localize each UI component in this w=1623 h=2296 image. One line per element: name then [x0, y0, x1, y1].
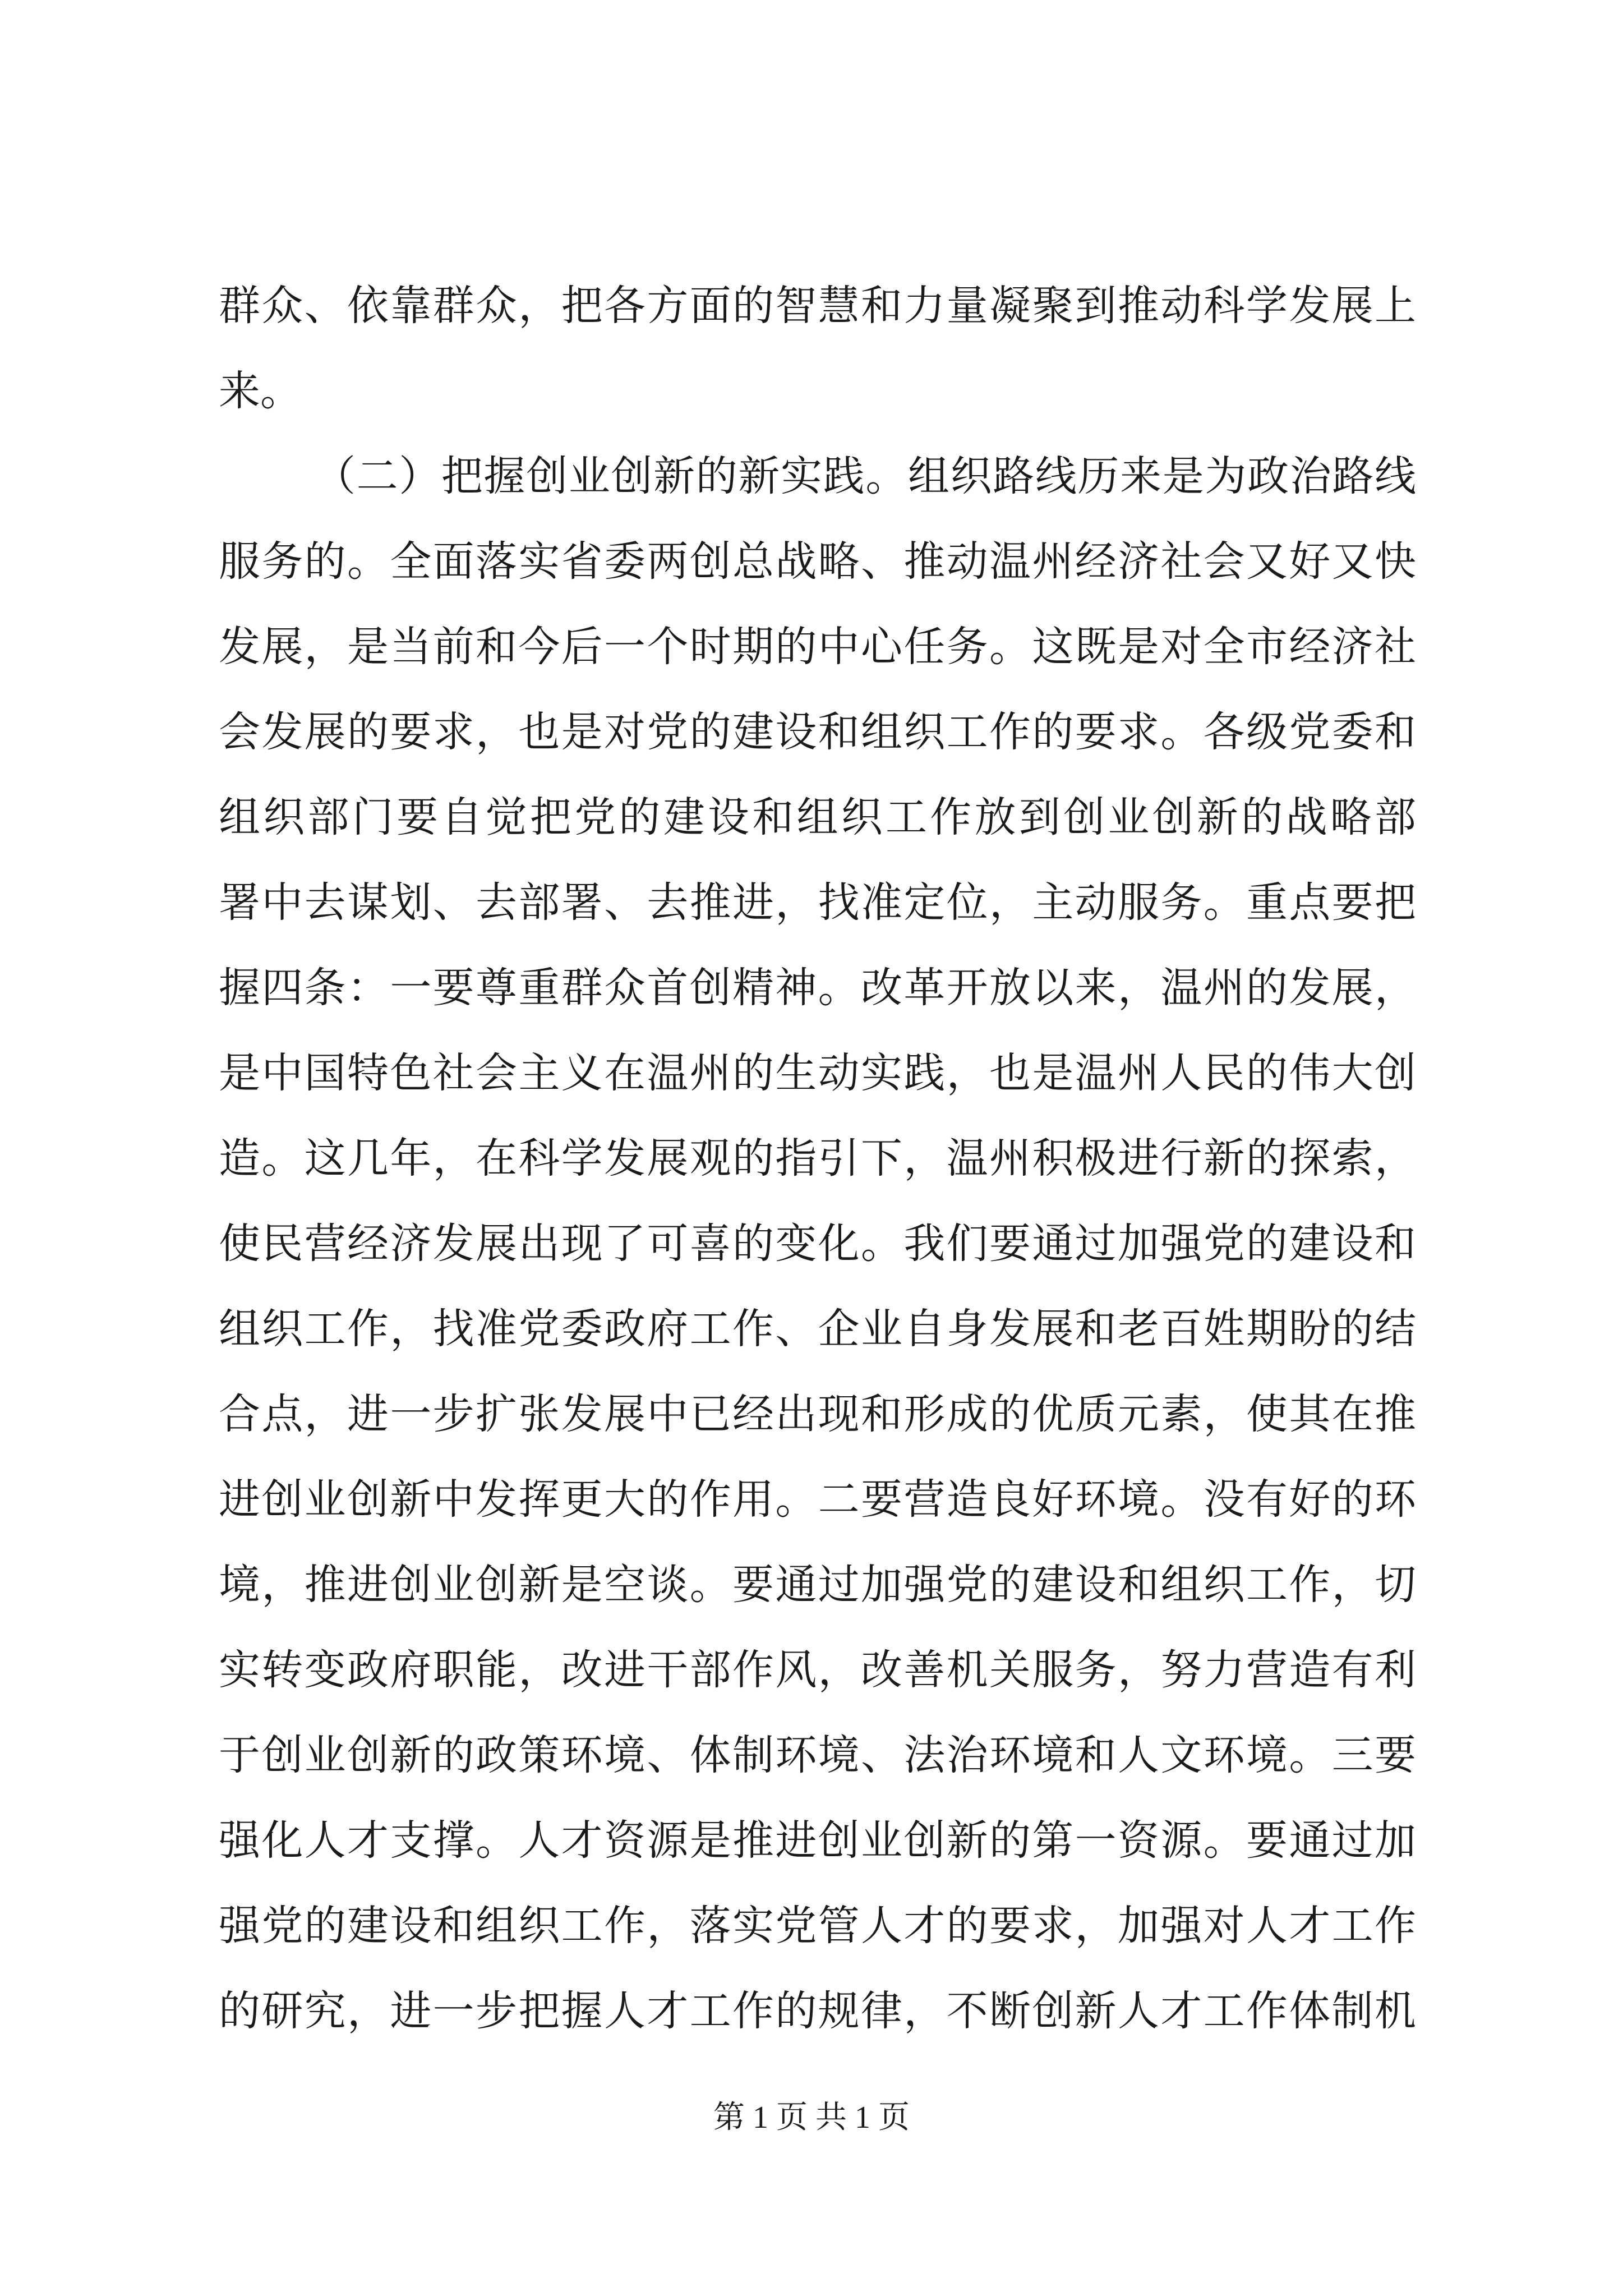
- text-line: 于创业创新的政策环境、体制环境、法治环境和人文环境。三要: [219, 1731, 1416, 1779]
- text-line: 进创业创新中发挥更大的作用。二要营造良好环境。没有好的环: [219, 1475, 1416, 1524]
- text-line: 署中去谋划、去部署、去推进，找准定位，主动服务。重点要把: [219, 878, 1416, 927]
- text-line: 发展，是当前和今后一个时期的中心任务。这既是对全市经济社: [219, 623, 1416, 671]
- text-line: 是中国特色社会主义在温州的生动实践，也是温州人民的伟大创: [219, 1049, 1416, 1097]
- text-line: 握四条：一要尊重群众首创精神。改革开放以来，温州的发展，: [219, 964, 1416, 1012]
- text-line: 使民营经济发展出现了可喜的变化。我们要通过加强党的建设和: [219, 1220, 1416, 1268]
- page-number: 第 1 页 共 1 页: [713, 2100, 910, 2135]
- text-line: 造。这几年，在科学发展观的指引下，温州积极进行新的探索，: [219, 1134, 1416, 1182]
- text-line: 服务的。全面落实省委两创总战略、推动温州经济社会又好又快: [219, 537, 1416, 586]
- text-line: 组织部门要自觉把党的建设和组织工作放到创业创新的战略部: [219, 793, 1416, 841]
- text-line: 强党的建设和组织工作，落实党管人才的要求，加强对人才工作: [219, 1902, 1416, 1950]
- text-line: 组织工作，找准党委政府工作、企业自身发展和老百姓期盼的结: [219, 1305, 1416, 1353]
- text-line: 来。: [219, 367, 302, 415]
- text-line: 会发展的要求，也是对党的建设和组织工作的要求。各级党委和: [219, 708, 1416, 756]
- section-heading-line: （二）把握创业创新的新实践。组织路线历来是为政治路线: [314, 452, 1416, 500]
- text-line: 境，推进创业创新是空谈。要通过加强党的建设和组织工作，切: [219, 1561, 1416, 1609]
- page-footer: [0, 2095, 1623, 2140]
- text-line: 实转变政府职能，改进干部作风，改善机关服务，努力营造有利: [219, 1646, 1416, 1694]
- text-line: 强化人才支撑。人才资源是推进创业创新的第一资源。要通过加: [219, 1816, 1416, 1865]
- text-line: 的研究，进一步把握人才工作的规律，不断创新人才工作体制机: [219, 1987, 1416, 2035]
- text-line: 合点，进一步扩张发展中已经出现和形成的优质元素，使其在推: [219, 1390, 1416, 1438]
- text-line: 群众、依靠群众，把各方面的智慧和力量凝聚到推动科学发展上: [219, 282, 1416, 330]
